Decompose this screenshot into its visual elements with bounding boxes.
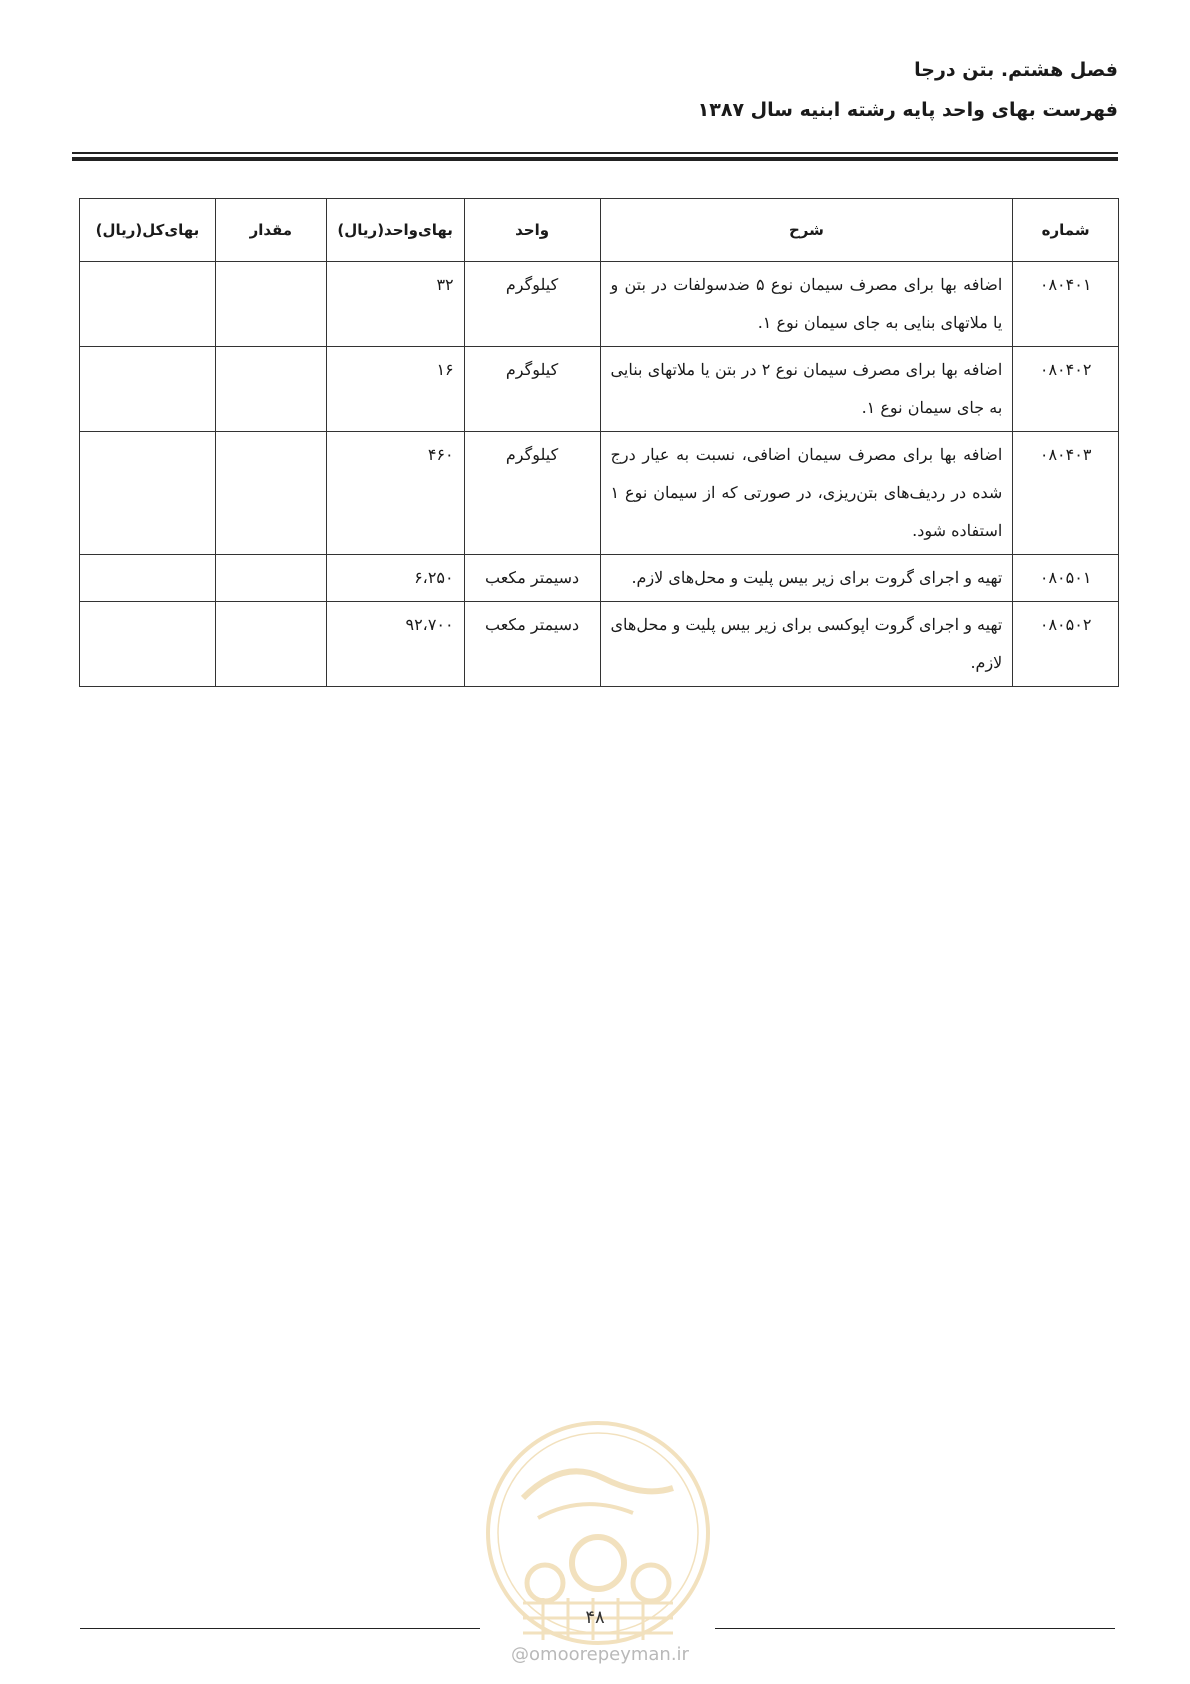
footer-divider-right bbox=[715, 1628, 1115, 1629]
row-quantity bbox=[215, 555, 326, 602]
row-description: اضافه بها برای مصرف سیمان نوع ۵ ضدسولفات در بتن و یا ملاتهای بنایی به جای سیمان نوع ۱. bbox=[600, 262, 1013, 347]
column-header-number: شماره bbox=[1013, 199, 1119, 262]
row-unit-price: ۳۲ bbox=[326, 262, 464, 347]
row-description: اضافه بها برای مصرف سیمان اضافی، نسبت به عیار درج شده در ردیف‌های بتن‌ریزی، در صورتی که از سیمان نوع ۱ استفاده شود. bbox=[600, 432, 1013, 555]
row-unit-price: ۶،۲۵۰ bbox=[326, 555, 464, 602]
page-header bbox=[72, 56, 1118, 124]
row-unit: دسیمتر مکعب bbox=[464, 602, 600, 687]
row-number: ۰۸۰۴۰۳ bbox=[1013, 432, 1119, 555]
column-header-unit-price: بهای‌واحد(ریال) bbox=[326, 199, 464, 262]
table-header-row bbox=[80, 199, 1119, 262]
row-number: ۰۸۰۵۰۲ bbox=[1013, 602, 1119, 687]
header-divider-thick bbox=[72, 157, 1118, 161]
row-unit-price: ۹۲،۷۰۰ bbox=[326, 602, 464, 687]
row-unit-price: ۴۶۰ bbox=[326, 432, 464, 555]
row-description: اضافه بها برای مصرف سیمان نوع ۲ در بتن یا ملاتهای بنایی به جای سیمان نوع ۱. bbox=[600, 347, 1013, 432]
table-row bbox=[80, 432, 1119, 555]
table-row bbox=[80, 555, 1119, 602]
row-total-price bbox=[80, 602, 216, 687]
row-total-price bbox=[80, 555, 216, 602]
row-unit: کیلوگرم bbox=[464, 432, 600, 555]
column-header-unit: واحد bbox=[464, 199, 600, 262]
row-unit: دسیمتر مکعب bbox=[464, 555, 600, 602]
row-description: تهیه و اجرای گروت اپوکسی برای زیر بیس پلیت و محل‌های لازم. bbox=[600, 602, 1013, 687]
row-total-price bbox=[80, 432, 216, 555]
row-unit: کیلوگرم bbox=[464, 347, 600, 432]
row-quantity bbox=[215, 347, 326, 432]
column-header-quantity: مقدار bbox=[215, 199, 326, 262]
price-list-table bbox=[79, 198, 1119, 687]
row-number: ۰۸۰۴۰۲ bbox=[1013, 347, 1119, 432]
row-number: ۰۸۰۵۰۱ bbox=[1013, 555, 1119, 602]
page-number: ۴۸ bbox=[585, 1607, 605, 1628]
document-title: فهرست بهای واحد پایه رشته ابنیه سال ۱۳۸۷ bbox=[697, 99, 1118, 121]
row-total-price bbox=[80, 262, 216, 347]
watermark-url: @omoorepeyman.ir bbox=[511, 1644, 689, 1665]
row-total-price bbox=[80, 347, 216, 432]
chapter-title: فصل هشتم. بتن درجا bbox=[914, 59, 1118, 81]
table-row bbox=[80, 347, 1119, 432]
table-row bbox=[80, 262, 1119, 347]
column-header-total-price: بهای‌کل(ریال) bbox=[80, 199, 216, 262]
row-number: ۰۸۰۴۰۱ bbox=[1013, 262, 1119, 347]
row-unit-price: ۱۶ bbox=[326, 347, 464, 432]
row-quantity bbox=[215, 602, 326, 687]
row-quantity bbox=[215, 432, 326, 555]
footer-divider-left bbox=[80, 1628, 480, 1629]
row-description: تهیه و اجرای گروت برای زیر بیس پلیت و محل‌های لازم. bbox=[600, 555, 1013, 602]
row-quantity bbox=[215, 262, 326, 347]
table-row bbox=[80, 602, 1119, 687]
header-divider-thin bbox=[72, 152, 1118, 154]
column-header-description: شرح bbox=[600, 199, 1013, 262]
row-unit: کیلوگرم bbox=[464, 262, 600, 347]
